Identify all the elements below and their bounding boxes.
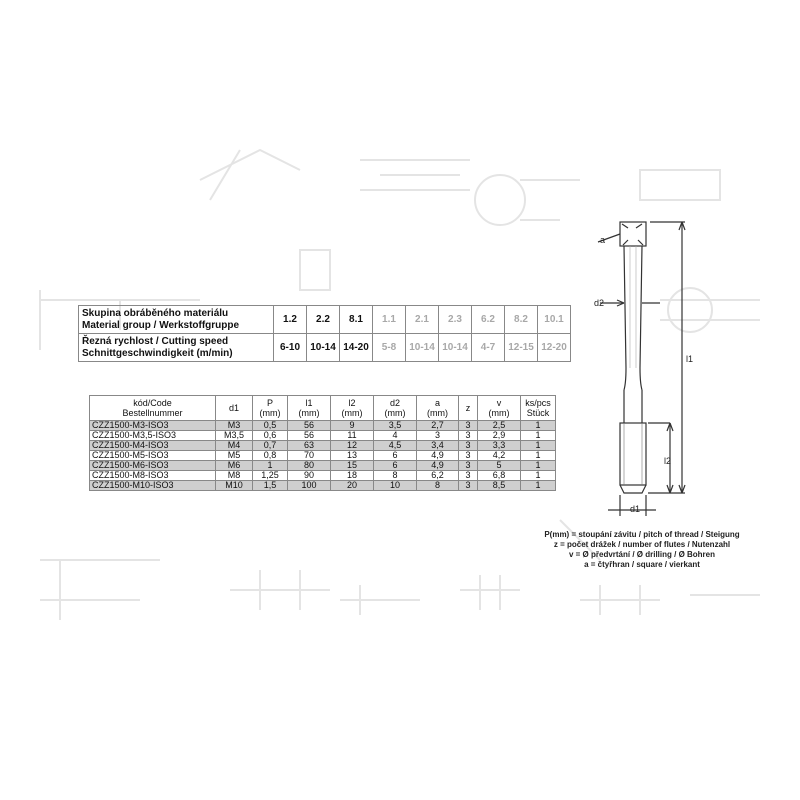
- cutting-speed-label-cz: Řezná rychlost / Cutting speed: [82, 335, 229, 347]
- table-cell: M5: [216, 451, 253, 461]
- table-cell: 6,2: [417, 471, 459, 481]
- material-group-row: [79, 306, 571, 334]
- header-d2-label: d2: [389, 398, 400, 408]
- dimension-label-l1: l1: [686, 354, 694, 364]
- table-cell: 3: [459, 431, 478, 441]
- table-row: [90, 471, 556, 481]
- header-v-unit: (mm): [488, 408, 510, 418]
- product-code-cell: CZZ1500-M5-ISO3: [90, 451, 216, 461]
- table-cell: 4,9: [417, 451, 459, 461]
- material-group-label-cz: Skupina obráběného materiálu: [82, 307, 229, 319]
- table-cell: 1,25: [253, 471, 288, 481]
- table-row: [90, 451, 556, 461]
- material-group-value: 1.1: [373, 306, 406, 334]
- table-cell: 13: [331, 451, 374, 461]
- material-group-label-en: Material group / Werkstoffgruppe: [82, 319, 240, 331]
- material-group-value: 2.3: [439, 306, 472, 334]
- header-a-label: a: [434, 398, 440, 408]
- tap-technical-drawing: [590, 218, 700, 518]
- table-cell: 56: [288, 431, 331, 441]
- table-row: [90, 441, 556, 451]
- cutting-speed-label-de: Schnittgeschwindigkeit (m/min): [82, 347, 233, 359]
- table-cell: 6,8: [478, 471, 521, 481]
- header-p-unit: (mm): [259, 408, 281, 418]
- table-cell: 56: [288, 421, 331, 431]
- cutting-speed-value: 10-14: [439, 334, 472, 362]
- table-cell: 1,5: [253, 481, 288, 491]
- table-cell: 1: [521, 471, 556, 481]
- table-cell: 0,7: [253, 441, 288, 451]
- table-cell: 4,5: [374, 441, 417, 451]
- table-cell: 1: [521, 461, 556, 471]
- header-l1-label: l1: [305, 398, 313, 408]
- table-row: [90, 431, 556, 441]
- header-l2-label: l2: [348, 398, 356, 408]
- table-cell: 100: [288, 481, 331, 491]
- cutting-speed-value: 12-15: [505, 334, 538, 362]
- header-p: [253, 396, 288, 421]
- table-cell: 12: [331, 441, 374, 451]
- header-z: z: [459, 396, 478, 421]
- table-cell: 9: [331, 421, 374, 431]
- cutting-speed-value: 14-20: [340, 334, 373, 362]
- spec-header-row: [90, 396, 556, 421]
- table-cell: 1: [521, 451, 556, 461]
- table-cell: 3: [459, 461, 478, 471]
- table-cell: 0,8: [253, 451, 288, 461]
- material-group-value: 1.2: [274, 306, 307, 334]
- dimension-label-d2: d2: [594, 298, 605, 308]
- cutting-speed-row: [79, 334, 571, 362]
- table-cell: 11: [331, 431, 374, 441]
- header-l2: [331, 396, 374, 421]
- table-cell: 90: [288, 471, 331, 481]
- note-pitch: P(mm) = stoupání závitu / pitch of thread / Steigung: [544, 530, 740, 539]
- cutting-speed-label: [79, 334, 274, 362]
- dimension-label-a: a: [600, 235, 606, 245]
- product-code-cell: CZZ1500-M6-ISO3: [90, 461, 216, 471]
- table-row: [90, 461, 556, 471]
- table-cell: 3: [459, 421, 478, 431]
- cutting-speed-value: 10-14: [307, 334, 340, 362]
- table-cell: 1: [521, 441, 556, 451]
- table-cell: M3,5: [216, 431, 253, 441]
- table-row: [90, 421, 556, 431]
- header-p-label: P: [266, 398, 273, 408]
- table-cell: 10: [374, 481, 417, 491]
- table-cell: 8: [374, 471, 417, 481]
- header-d2-unit: (mm): [384, 408, 406, 418]
- spec-table-body: [90, 421, 556, 491]
- table-cell: 2,9: [478, 431, 521, 441]
- table-cell: 6: [374, 451, 417, 461]
- header-pcs-sublabel: Stück: [526, 408, 550, 418]
- header-l2-unit: (mm): [341, 408, 363, 418]
- table-cell: 63: [288, 441, 331, 451]
- product-code-cell: CZZ1500-M4-ISO3: [90, 441, 216, 451]
- product-code-cell: CZZ1500-M8-ISO3: [90, 471, 216, 481]
- material-group-value: 10.1: [538, 306, 571, 334]
- table-cell: 3: [459, 471, 478, 481]
- table-cell: 3: [459, 451, 478, 461]
- table-cell: 4,9: [417, 461, 459, 471]
- material-group-value: 2.2: [307, 306, 340, 334]
- table-cell: 3,4: [417, 441, 459, 451]
- product-spec-table: [89, 395, 556, 491]
- table-cell: 8: [417, 481, 459, 491]
- cutting-speed-value: 12-20: [538, 334, 571, 362]
- material-group-table: [78, 305, 571, 362]
- material-group-value: 8.2: [505, 306, 538, 334]
- cutting-speed-value: 5-8: [373, 334, 406, 362]
- product-code-cell: CZZ1500-M10-ISO3: [90, 481, 216, 491]
- table-cell: 1: [521, 481, 556, 491]
- table-cell: M8: [216, 471, 253, 481]
- table-cell: 5: [478, 461, 521, 471]
- table-cell: M3: [216, 421, 253, 431]
- table-cell: 3: [417, 431, 459, 441]
- table-cell: M6: [216, 461, 253, 471]
- material-group-value: 6.2: [472, 306, 505, 334]
- legend-notes: [528, 530, 756, 570]
- table-cell: 8,5: [478, 481, 521, 491]
- dimension-label-d1: d1: [630, 504, 641, 514]
- table-cell: 80: [288, 461, 331, 471]
- table-cell: 3,3: [478, 441, 521, 451]
- header-code-sublabel: Bestellnummer: [122, 408, 183, 418]
- cutting-speed-value: 10-14: [406, 334, 439, 362]
- table-cell: 1: [253, 461, 288, 471]
- table-cell: 4,2: [478, 451, 521, 461]
- header-d2: [374, 396, 417, 421]
- table-cell: 15: [331, 461, 374, 471]
- table-cell: 2,5: [478, 421, 521, 431]
- table-cell: 0,6: [253, 431, 288, 441]
- table-row: [90, 481, 556, 491]
- table-cell: 4: [374, 431, 417, 441]
- product-code-cell: CZZ1500-M3-ISO3: [90, 421, 216, 431]
- table-cell: 18: [331, 471, 374, 481]
- table-cell: 1: [521, 421, 556, 431]
- product-code-cell: CZZ1500-M3,5-ISO3: [90, 431, 216, 441]
- header-code-label: kód/Code: [133, 398, 172, 408]
- header-a: [417, 396, 459, 421]
- header-pcs: [521, 396, 556, 421]
- table-cell: 1: [521, 431, 556, 441]
- cutting-speed-value: 6-10: [274, 334, 307, 362]
- note-drilling: v = Ø předvrtání / Ø drilling / Ø Bohren: [568, 550, 716, 559]
- table-cell: 3: [459, 441, 478, 451]
- header-code: [90, 396, 216, 421]
- table-cell: 70: [288, 451, 331, 461]
- table-cell: M4: [216, 441, 253, 451]
- note-square: a = čtyřhran / square / vierkant: [584, 560, 700, 569]
- header-pcs-label: ks/pcs: [525, 398, 551, 408]
- cutting-speed-value: 4-7: [472, 334, 505, 362]
- table-cell: M10: [216, 481, 253, 491]
- header-l1-unit: (mm): [298, 408, 320, 418]
- material-group-label: [79, 306, 274, 334]
- dimension-label-l2: l2: [664, 456, 672, 466]
- table-cell: 3,5: [374, 421, 417, 431]
- table-cell: 6: [374, 461, 417, 471]
- table-cell: 20: [331, 481, 374, 491]
- note-flutes: z = počet drážek / number of flutes / Nutenzahl: [553, 540, 731, 549]
- table-cell: 0,5: [253, 421, 288, 431]
- material-group-value: 8.1: [340, 306, 373, 334]
- material-group-value: 2.1: [406, 306, 439, 334]
- header-a-unit: (mm): [427, 408, 448, 418]
- header-l1: [288, 396, 331, 421]
- header-v-label: v: [496, 398, 502, 408]
- table-cell: 3: [459, 481, 478, 491]
- header-v: [478, 396, 521, 421]
- table-cell: 2,7: [417, 421, 459, 431]
- header-d1: d1: [216, 396, 253, 421]
